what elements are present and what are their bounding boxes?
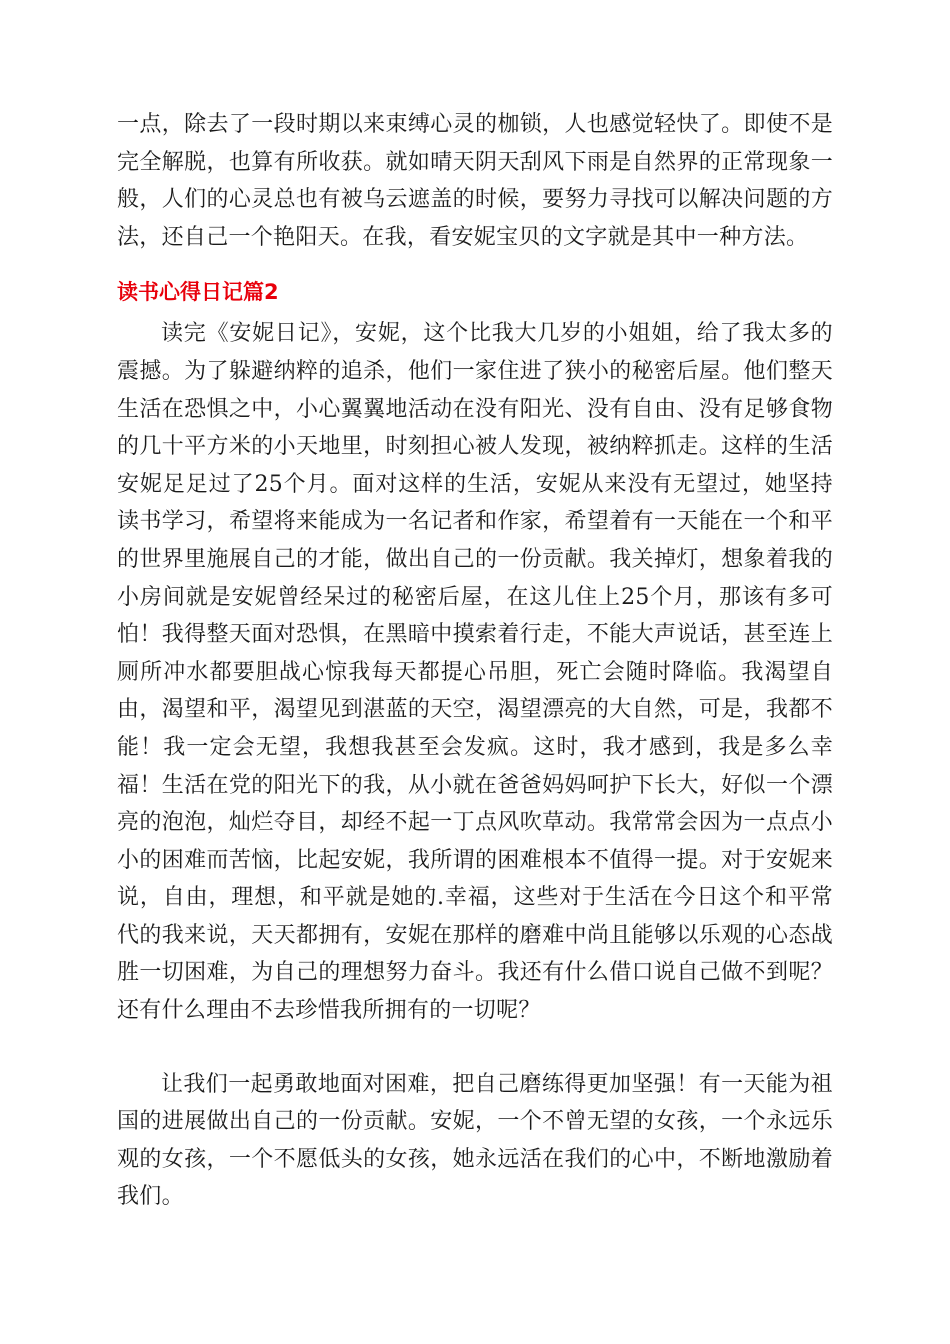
- document-page: [117, 106, 833, 1216]
- paragraph-main: 读完《安妮日记》，安妮，这个比我大几岁的小姐姐，给了我太多的震撼。为了躲避纳粹的追杀，他们一家住进了狭小的秘密后屋。他们整天生活在恐惧之中，小心翼翼地活动在没有阳光、没有自由、没有足够食物的几十平方米的小天地里，时刻担心被人发现，被纳粹抓走。这样的生活安妮足足过了25个月。面对这样的生活，安妮从来没有无望过，她坚持读书学习，希望将来能成为一名记者和作家，希望着有一天能在一个和平的世界里施展自己的才能，做出自己的一份贡献。我关掉灯，想象着我的小房间就是安妮曾经呆过的秘密后屋，在这儿住上25个月，那该有多可怕！我得整天面对恐惧，在黑暗中摸索着行走，不能大声说话，甚至连上厕所冲水都要胆战心惊我每天都提心吊胆，死亡会随时降临。我渴望自由，渴望和平，渴望见到湛蓝的天空，渴望漂亮的大自然，可是，我都不能！我一定会无望，我想我甚至会发疯。这时，我才感到，我是多么幸福！生活在党的阳光下的我，从小就在爸爸妈妈呵护下长大，好似一个漂亮的泡泡，灿烂夺目，却经不起一丁点风吹草动。我常常会因为一点点小小的困难而苦恼，比起安妮，我所谓的困难根本不值得一提。对于安妮来说，自由，理想，和平就是她的.幸福，这些对于生活在今日这个和平常代的我来说，天天都拥有，安妮在那样的磨难中尚且能够以乐观的心态战胜一切困难，为自己的理想努力奋斗。我还有什么借口说自己做不到呢？还有什么理由不去珍惜我所拥有的一切呢？: [117, 321, 833, 1024]
- paragraph-intro: 一点，除去了一段时期以来束缚心灵的枷锁，人也感觉轻快了。即使不是完全解脱，也算有所收获。就如晴天阴天刮风下雨是自然界的正常现象一般，人们的心灵总也有被乌云遮盖的时候，要努力寻找可以解决问题的方法，还自己一个艳阳天。在我，看安妮宝贝的文字就是其中一种方法。: [117, 112, 833, 250]
- section-heading: 读书心得日记篇2: [117, 280, 279, 305]
- paragraph-gap: [117, 1030, 833, 1066]
- paragraph-closing: 让我们一起勇敢地面对困难，把自己磨练得更加坚强！有一天能为祖国的进展做出自己的一份贡献。安妮，一个不曾无望的女孩，一个永远乐观的女孩，一个不愿低头的女孩，她永远活在我们的心中，不断地激励着我们。: [117, 1071, 833, 1210]
